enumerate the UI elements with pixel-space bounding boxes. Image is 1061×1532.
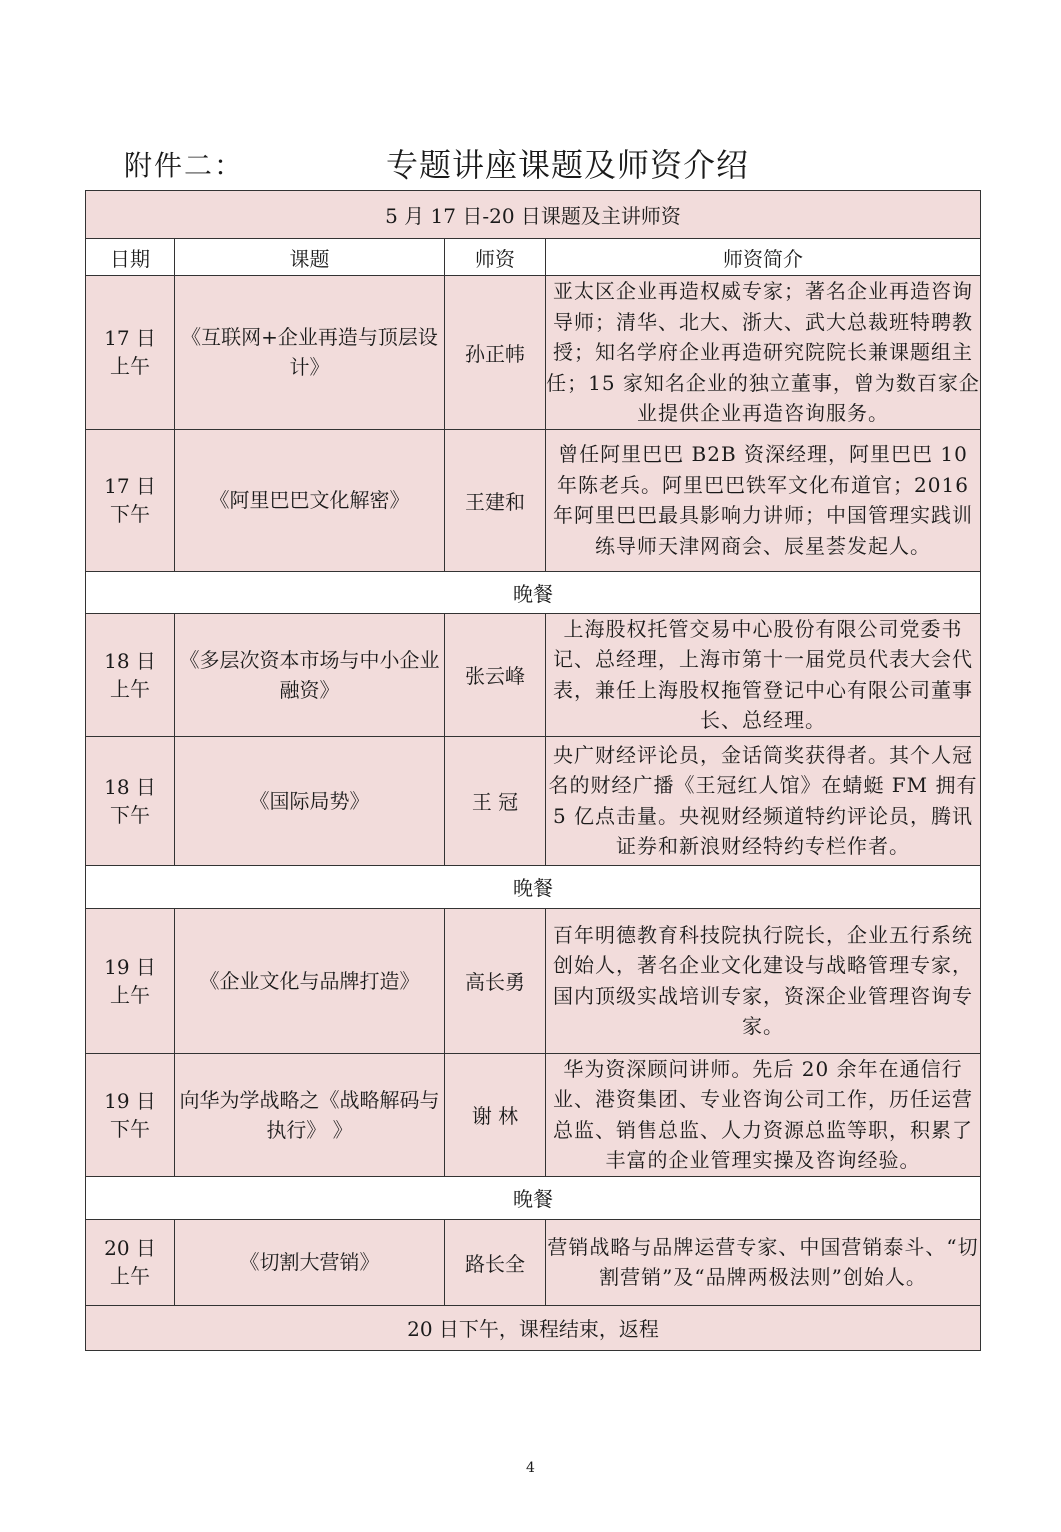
topic-cell: 《企业文化与品牌打造》	[175, 908, 445, 1053]
attachment-label: 附件二：	[124, 149, 245, 182]
topic-cell: 《多层次资本市场与中小企业融资》	[175, 613, 445, 736]
intro-cell: 营销战略与品牌运营专家、中国营销泰斗、“切割营销”及“品牌两极法则”创始人。	[546, 1219, 981, 1305]
topic-cell: 《国际局势》	[175, 736, 445, 865]
schedule-table	[85, 190, 981, 1351]
banner-row	[86, 191, 981, 239]
teacher-cell: 王建和	[445, 429, 546, 571]
title-row	[124, 140, 1024, 186]
column-header-intro: 师资简介	[546, 239, 981, 276]
topic-cell: 《阿里巴巴文化解密》	[175, 429, 445, 571]
topic-cell: 向华为学战略之《战略解码与执行》 》	[175, 1053, 445, 1176]
header-row	[86, 239, 981, 276]
intro-cell: 央广财经评论员，金话筒奖获得者。其个人冠名的财经广播《王冠红人馆》在蜻蜓 FM 拥有 5 亿点击量。央视财经频道特约评论员，腾讯证券和新浪财经特约专栏作者。	[546, 736, 981, 865]
date-cell: 19 日 下午	[86, 1053, 175, 1176]
intro-cell: 上海股权托管交易中心股份有限公司党委书记、总经理，上海市第十一届党员代表大会代表，兼任上海股权拖管登记中心有限公司董事长、总经理。	[546, 613, 981, 736]
intro-cell: 百年明德教育科技院执行院长，企业五行系统创始人，著名企业文化建设与战略管理专家，国内顶级实战培训专家，资深企业管理咨询专家。	[546, 908, 981, 1053]
teacher-cell: 高长勇	[445, 908, 546, 1053]
date-cell: 18 日 下午	[86, 736, 175, 865]
teacher-cell: 路长全	[445, 1219, 546, 1305]
column-header-date: 日期	[86, 239, 175, 276]
topic-cell: 《切割大营销》	[175, 1219, 445, 1305]
teacher-cell: 张云峰	[445, 613, 546, 736]
topic-cell: 《互联网+企业再造与顶层设计》	[175, 276, 445, 430]
page-number: 4	[526, 1460, 535, 1476]
column-header-teacher: 师资	[445, 239, 546, 276]
table-banner: 5 月 17 日-20 日课题及主讲师资	[86, 191, 981, 239]
table-row	[86, 1219, 981, 1305]
teacher-cell: 王 冠	[445, 736, 546, 865]
table-row	[86, 1053, 981, 1176]
intro-cell: 华为资深顾问讲师。先后 20 余年在通信行业、港资集团、专业咨询公司工作，历任运营总监、销售总监、人力资源总监等职，积累了丰富的企业管理实操及咨询经验。	[546, 1053, 981, 1176]
closing-note: 20 日下午，课程结束，返程	[86, 1305, 981, 1350]
teacher-cell: 孙正帏	[445, 276, 546, 430]
table-row	[86, 908, 981, 1053]
footer-row	[86, 1305, 981, 1350]
dinner-label: 晚餐	[86, 1176, 981, 1219]
date-cell: 20 日 上午	[86, 1219, 175, 1305]
column-header-topic: 课题	[175, 239, 445, 276]
table-row	[86, 276, 981, 430]
table-row	[86, 429, 981, 571]
teacher-cell: 谢 林	[445, 1053, 546, 1176]
intro-cell: 曾任阿里巴巴 B2B 资深经理，阿里巴巴 10 年陈老兵。阿里巴巴铁军文化布道官；2016 年阿里巴巴最具影响力讲师；中国管理实践训练导师天津网商会、辰星荟发起人。	[546, 429, 981, 571]
date-cell: 17 日 下午	[86, 429, 175, 571]
dinner-row	[86, 1176, 981, 1219]
date-cell: 17 日 上午	[86, 276, 175, 430]
page-title: 专题讲座课题及师资介绍	[386, 146, 750, 184]
dinner-row	[86, 865, 981, 908]
intro-cell: 亚太区企业再造权威专家；著名企业再造咨询导师；清华、北大、浙大、武大总裁班特聘教授；知名学府企业再造研究院院长兼课题组主任；15 家知名企业的独立董事，曾为数百家企业提供企业再造咨询服务。	[546, 276, 981, 430]
date-cell: 18 日 上午	[86, 613, 175, 736]
dinner-row	[86, 571, 981, 613]
table-row	[86, 613, 981, 736]
dinner-label: 晚餐	[86, 865, 981, 908]
table-row	[86, 736, 981, 865]
dinner-label: 晚餐	[86, 571, 981, 613]
date-cell: 19 日 上午	[86, 908, 175, 1053]
